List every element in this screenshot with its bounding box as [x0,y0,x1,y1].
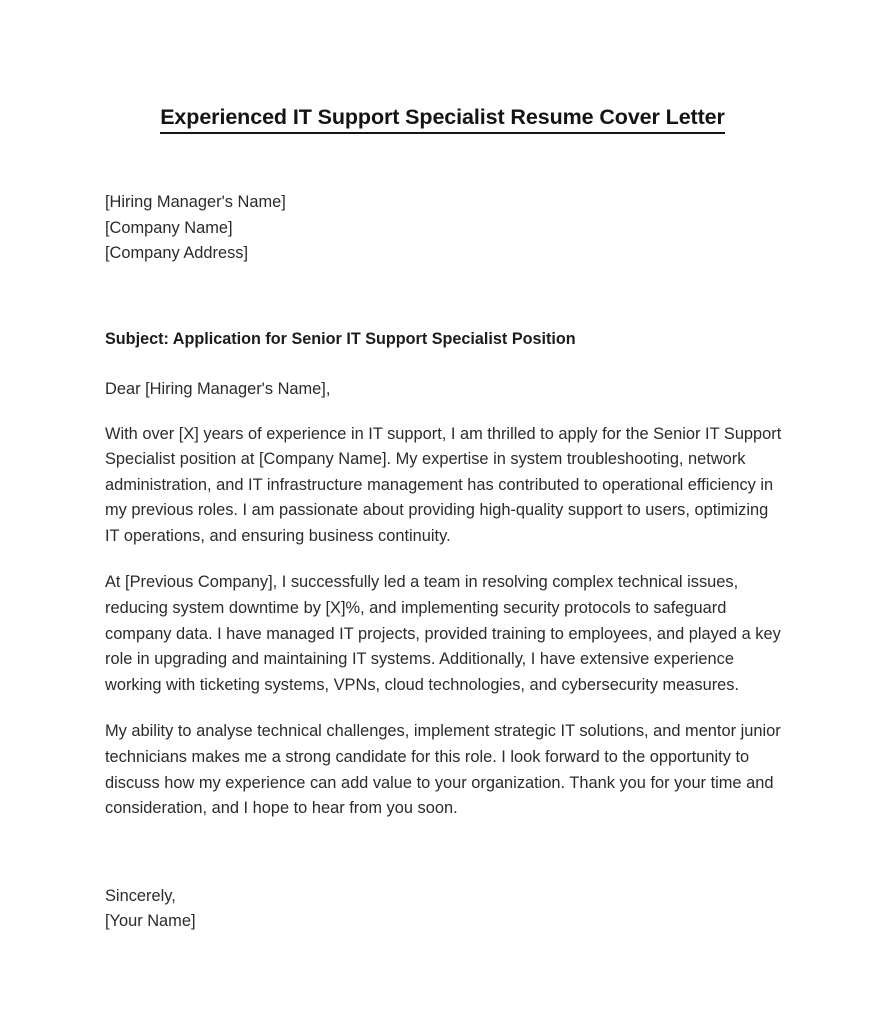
body-paragraph-1: With over [X] years of experience in IT support, I am thrilled to apply for the Senior IT Support Specialist position at [Company Name]. My expertise in system troubleshooting, network administration, and IT infrastructure management has contributed to operational efficiency in my previous roles. I am passionate about providing high-quality support to users, optimizing IT operations, and ensuring business continuity. [105,424,782,545]
recipient-manager-name: [Hiring Manager's Name] [105,193,286,211]
valediction: Sincerely, [105,886,176,905]
letter-body [105,190,785,935]
recipient-address-block [105,190,785,267]
signature-name: [Your Name] [105,912,196,931]
salutation-line: Dear [Hiring Manager's Name], [105,379,331,398]
document-title-text: Experienced IT Support Specialist Resume Cover Letter [160,105,725,134]
closing-block [105,884,785,935]
recipient-company-address: [Company Address] [105,244,249,262]
body-paragraph-3: My ability to analyse technical challenges, implement strategic IT solutions, and mentor junior technicians makes me a strong candidate for this role. I look forward to the opportunity to discuss how my experience can add value to your organization. Thank you for your time and consideration, and I hope to hear from you soon. [105,722,781,818]
document-title [0,105,885,134]
subject-line: Subject: Application for Senior IT Support Specialist Position [105,329,576,348]
body-paragraph-2: At [Previous Company], I successfully led a team in resolving complex technical issues, reducing system downtime by [X]%, and implementing security protocols to safeguard company data. I have managed IT projects, provided training to employees, and played a key role in upgrading and maintaining IT systems. Additionally, I have extensive experience working with ticketing systems, VPNs, cloud technologies, and cybersecurity measures. [105,573,781,694]
recipient-company-name: [Company Name] [105,218,233,237]
